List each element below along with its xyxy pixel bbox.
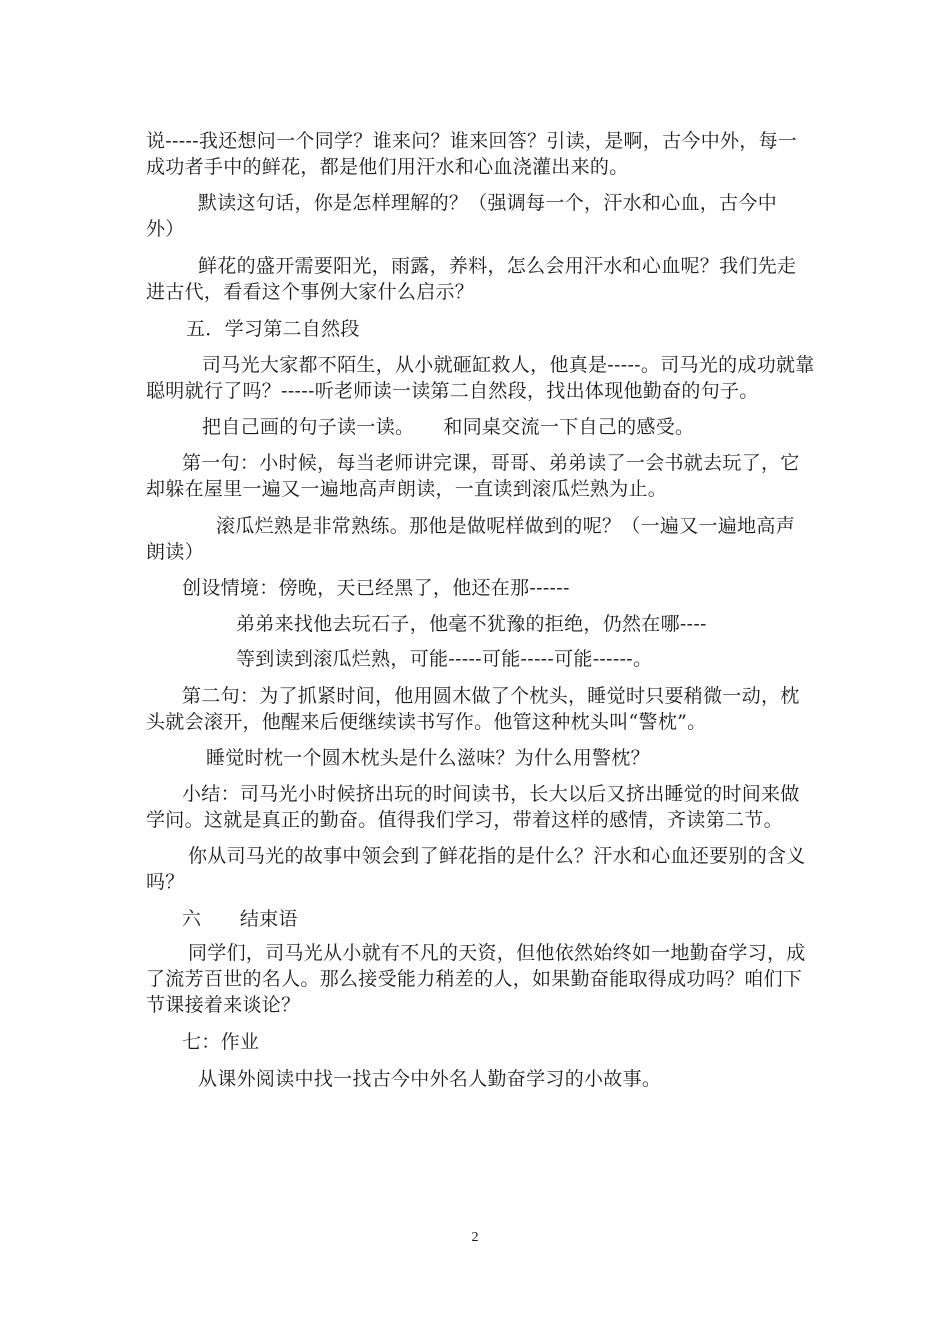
text-line: 成功者手中的鲜花，都是他们用汗水和心血浇灌出来的。	[146, 156, 629, 178]
page-number: 2	[471, 1230, 479, 1245]
text-line: 第一句：小时候，每当老师讲完课，哥哥、弟弟读了一会书就去玩了，它	[182, 452, 800, 474]
text-line: 朗读）	[146, 541, 204, 563]
text-line: 了流芳百世的名人。那么接受能力稍差的人，如果勤奋能取得成功吗？咱们下	[146, 968, 803, 990]
text-line: 外）	[146, 218, 185, 240]
text-line: 头就会滚开，他醒来后便继续读书写作。他管这种枕头叫“警枕”。	[146, 711, 707, 733]
text-line: 把自己画的句子读一读。 和同桌交流一下自己的感受。	[202, 416, 695, 438]
text-line: 进古代，看看这个事例大家什么启示？	[146, 281, 475, 303]
section-heading: 七：作业	[182, 1031, 260, 1053]
text-line: 等到读到滚瓜烂熟，可能-----可能-----可能------。	[236, 648, 653, 670]
text-line: 滚瓜烂熟是非常熟练。那他是做呢样做到的呢？（一遍又一遍地高声	[216, 515, 796, 537]
text-line: 吗？	[146, 871, 185, 893]
text-line: 节课接着来谈论？	[146, 994, 301, 1016]
text-line: 弟弟来找他去玩石子，他毫不犹豫的拒绝，仍然在哪----	[236, 613, 707, 635]
text-line: 同学们，司马光从小就有不凡的天资，但他依然始终如一地勤奋学习，成	[188, 942, 806, 964]
section-heading: 五．学习第二自然段	[186, 318, 360, 340]
text-line: 从课外阅读中找一找古今中外名人勤奋学习的小故事。	[198, 1068, 662, 1090]
text-line: 创设情境：傍晚，天已经黑了，他还在那------	[182, 577, 570, 599]
text-line: 默读这句话，你是怎样理解的？（强调每一个，汗水和心血，古今中	[198, 192, 778, 214]
section-heading: 六 结束语	[182, 908, 298, 930]
text-line: 学问。这就是真正的勤奋。值得我们学习，带着这样的感情，齐读第二节。	[146, 809, 783, 831]
text-line: 鲜花的盛开需要阳光，雨露，养料，怎么会用汗水和心血呢？我们先走	[198, 255, 797, 277]
text-line: 司马光大家都不陌生，从小就砸缸救人，他真是-----。司马光的成功就靠	[202, 354, 815, 376]
text-line: 第二句：为了抓紧时间，他用圆木做了个枕头，睡觉时只要稍微一动，枕	[182, 685, 800, 707]
text-line: 说-----我还想问一个同学？谁来问？谁来回答？引读，是啊，古今中外，每一	[146, 130, 798, 152]
text-line: 你从司马光的故事中领会到了鲜花指的是什么？汗水和心血还要别的含义	[188, 845, 806, 867]
text-line: 小结：司马光小时候挤出玩的时间读书，长大以后又挤出睡觉的时间来做	[182, 783, 800, 805]
text-line: 聪明就行了吗？-----听老师读一读第二自然段，找出体现他勤奋的句子。	[146, 380, 759, 402]
text-line: 睡觉时枕一个圆木枕头是什么滋味？为什么用警枕？	[206, 747, 650, 769]
text-line: 却躲在屋里一遍又一遍地高声朗读，一直读到滚瓜烂熟为止。	[146, 478, 668, 500]
